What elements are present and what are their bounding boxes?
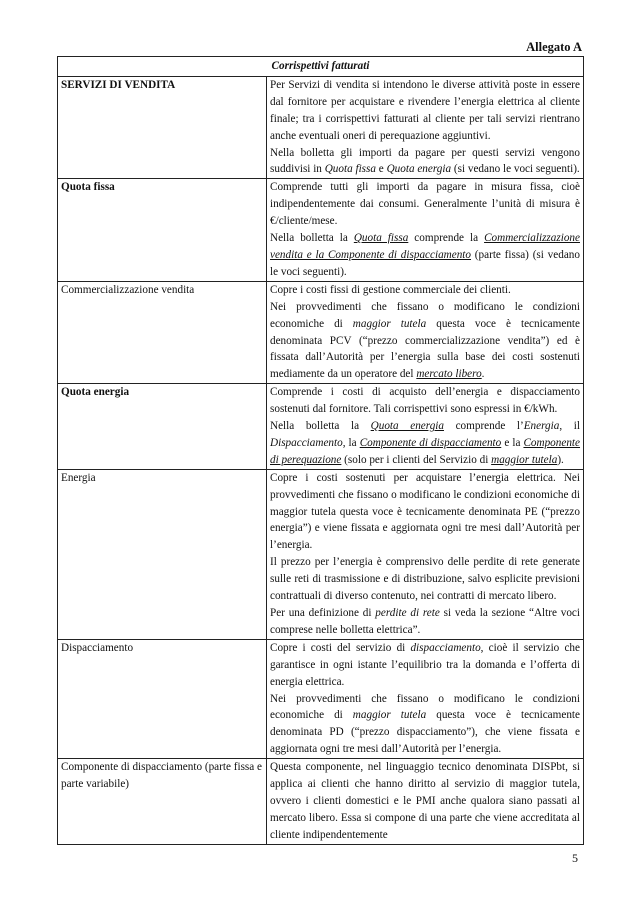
text-run: e — [376, 163, 387, 176]
description-paragraph — [270, 282, 580, 299]
emphasized-term: Componente di perequazione — [270, 436, 581, 466]
term-cell: Energia — [58, 469, 267, 639]
description-paragraph — [270, 384, 580, 418]
table-row — [58, 76, 584, 178]
table-row — [58, 281, 584, 383]
emphasized-term: mercato libero — [416, 368, 482, 381]
emphasized-term: Commercializzazione vendita e la Componente di dispacciamento — [270, 232, 580, 261]
text-run: comprende l’ — [443, 420, 524, 433]
table-row — [58, 469, 584, 639]
text-run: Nei provvedimenti che fissano o modificano le condizioni economiche di — [270, 692, 580, 722]
corrispettivi-table — [57, 56, 584, 845]
description-paragraph — [270, 759, 580, 844]
text-run: Per Servizi di vendita si intendono le diverse attività poste in essere dal fornitore per acquistare e rivendere l’energia elettrica al cliente finale; tra i corrispettivi fatturati al cliente per tali servizi rientrano anche eventuali oneri di perequazione aggiuntivi. — [270, 78, 580, 142]
text-run: , il — [559, 420, 580, 433]
description-cell — [267, 759, 584, 845]
term-cell: Quota energia — [58, 384, 267, 470]
text-run: comprende la — [408, 232, 485, 245]
emphasized-term: Dispacciamento — [270, 436, 343, 449]
text-run: (solo per i clienti del Servizio di — [341, 453, 492, 466]
emphasized-term: Quota energia — [370, 420, 444, 433]
description-cell — [267, 76, 584, 178]
table-row — [58, 384, 584, 470]
page-number: 5 — [572, 851, 578, 865]
description-cell — [267, 639, 584, 758]
table-row — [58, 639, 584, 758]
description-cell — [267, 281, 584, 383]
text-run: Copre i costi fissi di gestione commerciale dei clienti. — [270, 283, 511, 296]
text-run: questa voce è tecnicamente denominata PCV (“prezzo commercializzazione vendita”) ed è fissata dall’Autorità per l’energia sulla base dei costi sostenuti mediamente da un operatore del — [270, 317, 580, 381]
table-heading: Corrispettivi fatturati — [58, 57, 584, 77]
description-paragraph — [270, 470, 580, 555]
text-run: Copre i costi sostenuti per acquistare l’energia elettrica. Nei provvedimenti che fissano o modificano le condizioni economiche di maggior tutela questa voce è tecnicamente denominata PE (“prezzo energia”) e viene fissata e aggiornata ogni tre mesi dall’Autorità per l’energia. — [270, 471, 580, 552]
description-paragraph — [270, 230, 580, 281]
text-run: Nei provvedimenti che fissano o modificano le condizioni economiche di — [270, 300, 580, 330]
emphasized-term: Quota fissa — [353, 232, 409, 245]
term-cell: Quota fissa — [58, 179, 267, 281]
text-run: , cioè il servizio che garantisce in ogni istante l’equilibrio tra la domanda e l’offerta di energia elettrica. — [270, 641, 580, 688]
description-cell — [267, 469, 584, 639]
emphasized-term: Componente di dispacciamento — [359, 436, 502, 449]
text-run: , la — [342, 436, 360, 449]
description-paragraph — [270, 418, 580, 469]
text-run: Nella bolletta gli importi da pagare per questi servizi vengono suddivisi in — [270, 146, 580, 176]
description-paragraph — [270, 554, 580, 605]
emphasized-term: maggior tutela — [352, 709, 427, 722]
allegato-label: Allegato A — [526, 40, 582, 54]
text-run: (parte fissa) (si vedano le voci seguenti). — [270, 248, 580, 278]
text-run: Questa componente, nel linguaggio tecnico denominata DISPbt, si applica ai clienti che hanno diritto al servizio di maggior tutela, ovvero i clienti domestici e le PMI anche qualora siano passati al mercato libero. Essa si compone di una parte che viene accreditata al cliente indipendentemente — [270, 761, 580, 841]
text-run: . — [481, 368, 485, 381]
emphasized-term: maggior tutela — [491, 453, 558, 466]
text-run: si veda la sezione “Altre voci comprese nelle bolletta elettrica”. — [270, 607, 581, 636]
text-run: Nella bolletta la — [270, 420, 371, 433]
text-run: Comprende tutti gli importi da pagare in misura fissa, cioè indipendentemente dai consumi. Generalmente l’unità di misura è €/cliente/mese. — [270, 181, 580, 228]
emphasized-term: Energia — [523, 420, 560, 433]
description-cell — [267, 179, 584, 281]
text-run: ). — [557, 453, 564, 466]
table-row — [58, 179, 584, 281]
term-cell: Componente di dispacciamento (parte fissa e parte variabile) — [58, 759, 267, 845]
description-paragraph — [270, 145, 580, 179]
description-cell — [267, 384, 584, 470]
emphasized-term: maggior tutela — [352, 317, 427, 330]
description-paragraph — [270, 691, 580, 759]
term-cell: SERVIZI DI VENDITA — [58, 76, 267, 178]
text-run: Copre i costi del servizio di — [270, 641, 411, 654]
term-cell: Dispacciamento — [58, 639, 267, 758]
emphasized-term: dispacciamento — [410, 641, 481, 654]
text-run: questa voce è tecnicamente denominata PD (“prezzo dispacciamento”), che viene fissata e aggiornata ogni tre mesi dall’Autorità per l’energia. — [270, 709, 580, 756]
description-paragraph — [270, 640, 580, 691]
term-cell: Commercializzazione vendita — [58, 281, 267, 383]
text-run: Comprende i costi di acquisto dell’energia e dispacciamento sostenuti dal fornitore. Tali corrispettivi sono espressi in €/kWh. — [270, 386, 580, 416]
emphasized-term: Quota fissa — [324, 163, 376, 176]
emphasized-term: perdite di rete — [375, 607, 440, 619]
text-run: Per una definizione di — [270, 607, 376, 619]
description-paragraph — [270, 299, 580, 384]
text-run: (si vedano le voci seguenti). — [451, 163, 580, 176]
description-paragraph — [270, 179, 580, 230]
text-run: e la — [501, 436, 524, 449]
description-paragraph — [270, 605, 580, 639]
text-run: Nella bolletta la — [270, 232, 354, 245]
emphasized-term: Quota energia — [386, 163, 452, 176]
description-paragraph — [270, 77, 580, 145]
table-row — [58, 759, 584, 845]
text-run: Il prezzo per l’energia è comprensivo delle perdite di rete generate sulle reti di trasmissione e di distribuzione, salvo esplicite previsioni contrattuali di diverso contenuto, nei contratti di mercato libero. — [270, 556, 580, 603]
